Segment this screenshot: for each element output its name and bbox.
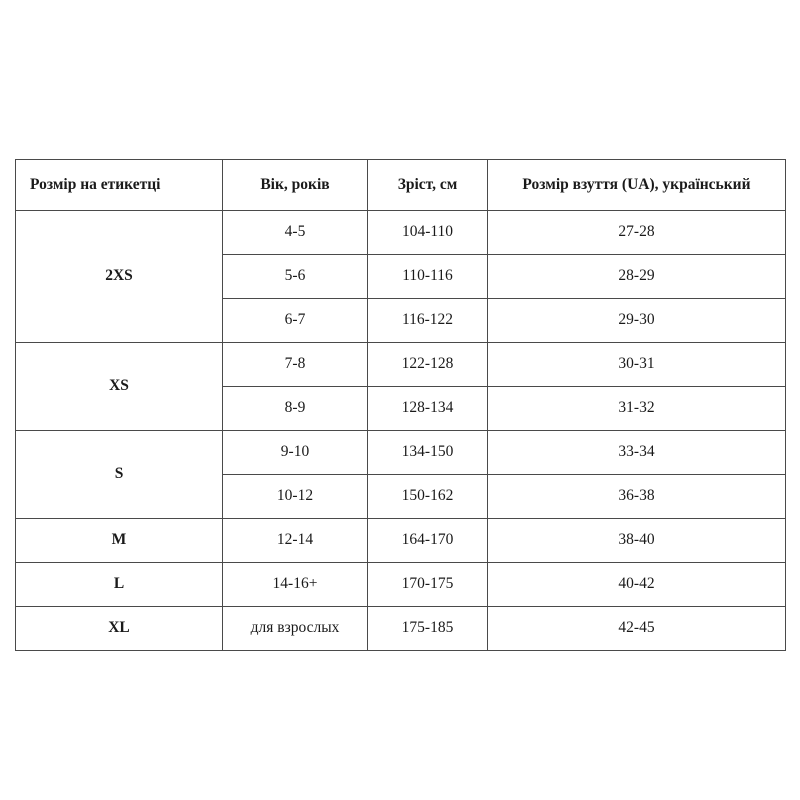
size-label-cell: XS [16,343,223,431]
table-body [16,211,786,651]
height-cell: 134-150 [368,431,488,475]
table-header [16,160,786,211]
size-label-cell: S [16,431,223,519]
shoe-size-cell: 27-28 [488,211,786,255]
size-label-cell: XL [16,607,223,651]
height-cell: 122-128 [368,343,488,387]
shoe-size-cell: 31-32 [488,387,786,431]
size-chart-container [15,159,785,651]
table-row [16,519,786,563]
shoe-size-cell: 42-45 [488,607,786,651]
table-row [16,563,786,607]
age-cell: 5-6 [223,255,368,299]
shoe-size-cell: 38-40 [488,519,786,563]
age-cell: 8-9 [223,387,368,431]
shoe-size-cell: 28-29 [488,255,786,299]
shoe-size-cell: 30-31 [488,343,786,387]
shoe-size-cell: 40-42 [488,563,786,607]
size-label-cell: 2XS [16,211,223,343]
size-label-cell: M [16,519,223,563]
age-cell: 14-16+ [223,563,368,607]
table-row [16,431,786,475]
height-cell: 104-110 [368,211,488,255]
age-cell: 7-8 [223,343,368,387]
size-chart-table [15,159,786,651]
size-label-cell: L [16,563,223,607]
header-shoe-size: Розмір взуття (UA), український [488,160,786,211]
height-cell: 150-162 [368,475,488,519]
shoe-size-cell: 33-34 [488,431,786,475]
table-header-row [16,160,786,211]
header-size-label: Розмір на етикетці [16,160,223,211]
age-cell: 10-12 [223,475,368,519]
age-cell: 6-7 [223,299,368,343]
header-height: Зріст, см [368,160,488,211]
table-row [16,607,786,651]
height-cell: 110-116 [368,255,488,299]
height-cell: 175-185 [368,607,488,651]
height-cell: 170-175 [368,563,488,607]
table-row [16,343,786,387]
table-row [16,211,786,255]
shoe-size-cell: 36-38 [488,475,786,519]
age-cell: 12-14 [223,519,368,563]
shoe-size-cell: 29-30 [488,299,786,343]
height-cell: 164-170 [368,519,488,563]
height-cell: 128-134 [368,387,488,431]
header-age: Вік, років [223,160,368,211]
height-cell: 116-122 [368,299,488,343]
age-cell: 9-10 [223,431,368,475]
age-cell: 4-5 [223,211,368,255]
age-cell: для взрослых [223,607,368,651]
